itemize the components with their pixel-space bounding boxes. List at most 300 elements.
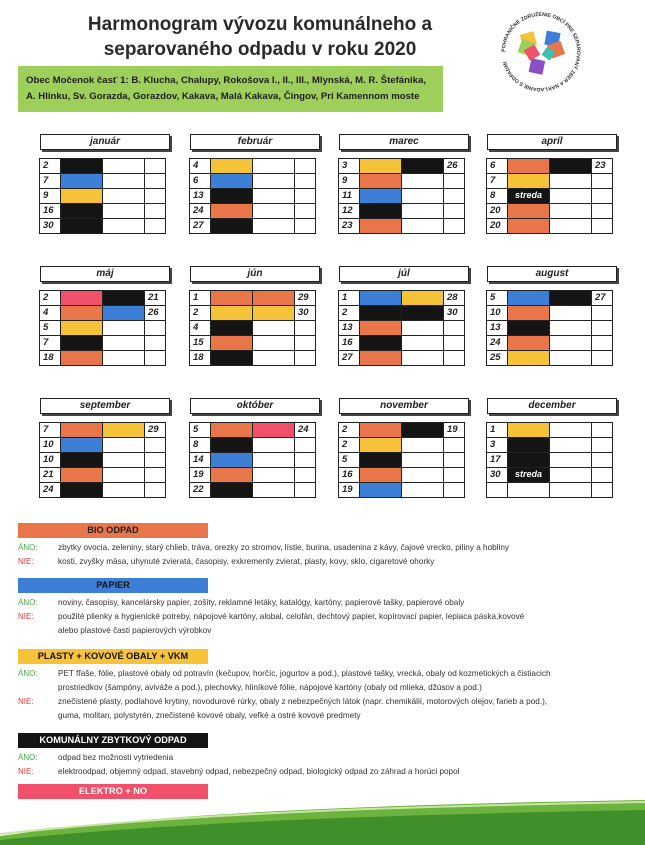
collection-row (40, 219, 170, 234)
waste-type-bio (60, 305, 103, 321)
collection-row (40, 159, 170, 174)
collection-row (190, 453, 320, 468)
waste-type-komunal (210, 350, 253, 366)
legend-bio-ano: zbytky ovocia, zeleniny, starý chlieb, tráva, orezky zo stromov, lístie, burina, usadenina z kávy, čajové vrecko, piliny a hobliny (58, 543, 509, 552)
empty-slot (252, 320, 295, 336)
collection-row (190, 468, 320, 483)
second-collection-day (294, 482, 316, 498)
waste-type-elektro (252, 422, 295, 438)
collection-row (487, 306, 617, 321)
empty-slot (549, 350, 592, 366)
collection-day: 17 (486, 452, 508, 468)
collection-day: 14 (189, 452, 211, 468)
month-name: október (190, 398, 320, 414)
collection-day: 15 (189, 335, 211, 351)
collection-row (487, 336, 617, 351)
collection-row (339, 336, 469, 351)
second-collection-day (144, 437, 166, 453)
waste-type-papier (60, 173, 103, 189)
collection-day: 5 (189, 422, 211, 438)
legend-papier (18, 578, 610, 638)
month-calendar (487, 398, 617, 498)
second-collection-day (144, 188, 166, 204)
waste-type-bio (252, 290, 295, 306)
waste-type-plasty (210, 158, 253, 174)
collection-day: 5 (486, 290, 508, 306)
month-calendar (487, 266, 617, 366)
legend-plasty-title: PLASTY + KOVOVÉ OBALY + VKM (18, 649, 208, 664)
waste-type-komunal (210, 188, 253, 204)
waste-type-plasty (60, 320, 103, 336)
collection-row (190, 438, 320, 453)
empty-slot (401, 350, 444, 366)
empty-slot (401, 218, 444, 234)
collection-day: 30 (39, 218, 61, 234)
collection-row (190, 423, 320, 438)
second-collection-day (144, 452, 166, 468)
waste-type-komunal (507, 437, 550, 453)
collection-row (190, 306, 320, 321)
month-name: september (40, 398, 170, 414)
legend-papier-nie-1: použité plienky a hygienické potreby, nápojové kartóny, alobal, celofán, dechtový papier, kopírovací papier, lepiaca páska,kovové (58, 612, 525, 621)
waste-type-bio (507, 218, 550, 234)
collection-row (190, 189, 320, 204)
empty-slot (549, 173, 592, 189)
month-rows (40, 159, 170, 234)
second-collection-day (144, 158, 166, 174)
legend-papier-ano-tag: ÁNO: (18, 598, 38, 607)
legend-bio-nie-tag: NIE: (18, 557, 34, 566)
second-collection-day (144, 320, 166, 336)
collection-row (487, 438, 617, 453)
collection-row (339, 438, 469, 453)
month-calendar (40, 398, 170, 498)
legend-papier-ano: noviny, časopisy, kancelársky papier, zošity, reklamné letáky, katalógy, kartóny, papierové tašky, papierové obaly (58, 598, 465, 607)
legend-papier-title: PAPIER (18, 578, 208, 593)
legend-komunal (18, 733, 610, 779)
month-rows (487, 423, 617, 498)
collection-row (40, 306, 170, 321)
waste-type-bio (210, 203, 253, 219)
empty-slot (401, 188, 444, 204)
second-collection-day: 19 (443, 422, 465, 438)
waste-type-bio (60, 422, 103, 438)
empty-slot (102, 173, 145, 189)
waste-type-bio (507, 203, 550, 219)
second-collection-day (443, 320, 465, 336)
second-collection-day (591, 467, 613, 483)
second-collection-day (591, 452, 613, 468)
collection-day: 1 (338, 290, 360, 306)
legend-plasty-nie-1: znečistené plasty, podlahové krytiny, novodurové rúrky, obaly z nebezpečných látok (napr. chemikálií, motorových olejov, farieb a pod.), (58, 697, 548, 706)
second-collection-day (144, 173, 166, 189)
waste-type-komunal (359, 335, 402, 351)
second-collection-day (591, 320, 613, 336)
second-collection-day (591, 437, 613, 453)
waste-type-bio (507, 305, 550, 321)
logo-ring-text: POHRANIČNÉ ZDRUŽENIE OBCÍ PRE SEPAROVANÝ ZBER A NAKLADANIE S ODPADMI (500, 11, 582, 93)
second-collection-day (144, 482, 166, 498)
second-collection-day (591, 422, 613, 438)
legend-plasty-nie-2: guma, molitan, polystyrén, znečistené kovové obaly, veľké a ostré kovové predmety (58, 711, 361, 720)
waste-type-bio (60, 467, 103, 483)
collection-day: 13 (486, 320, 508, 336)
legend-bio (18, 523, 610, 569)
second-collection-day (591, 350, 613, 366)
collection-day: 7 (39, 173, 61, 189)
waste-type-komunal (60, 218, 103, 234)
waste-type-bio (359, 320, 402, 336)
empty-slot (401, 203, 444, 219)
second-collection-day (294, 203, 316, 219)
collection-day: 4 (39, 305, 61, 321)
waste-type-komunal (401, 422, 444, 438)
collection-day: 2 (338, 437, 360, 453)
collection-day: 13 (189, 188, 211, 204)
collection-row (40, 204, 170, 219)
collection-row (40, 174, 170, 189)
month-name: január (40, 134, 170, 150)
empty-slot (102, 188, 145, 204)
collection-row (487, 423, 617, 438)
collection-row (487, 453, 617, 468)
collection-day: 18 (189, 350, 211, 366)
waste-type-komunal (60, 482, 103, 498)
waste-type-elektro (60, 290, 103, 306)
second-collection-day (294, 320, 316, 336)
area-banner (18, 66, 443, 112)
collection-day: 10 (39, 437, 61, 453)
second-collection-day: 30 (443, 305, 465, 321)
collection-day: 3 (486, 437, 508, 453)
waste-type-plasty (507, 350, 550, 366)
empty-slot (549, 422, 592, 438)
waste-type-komunal (401, 158, 444, 174)
collection-day: 7 (39, 335, 61, 351)
empty-slot (252, 467, 295, 483)
svg-text:POHRANIČNÉ ZDRUŽENIE OBCÍ PRE (501, 10, 581, 92)
legend-elektro (18, 784, 610, 799)
collection-day: 6 (189, 173, 211, 189)
second-collection-day (443, 173, 465, 189)
collection-row (487, 219, 617, 234)
collection-row (339, 351, 469, 366)
title-line-2: separovaného odpadu v roku 2020 (103, 39, 417, 60)
collection-day: 30 (486, 467, 508, 483)
collection-row (339, 423, 469, 438)
collection-day: 24 (189, 203, 211, 219)
collection-day: 5 (338, 452, 360, 468)
collection-row (339, 483, 469, 498)
collection-day: 5 (39, 320, 61, 336)
collection-row (339, 453, 469, 468)
month-rows (190, 159, 320, 234)
legend-papier-nie-2: alebo plastové časti papierových výrobkov (58, 626, 212, 635)
month-calendar (190, 398, 320, 498)
waste-type-plasty (401, 290, 444, 306)
waste-type-komunal (210, 320, 253, 336)
second-collection-day (294, 173, 316, 189)
collection-day: 22 (189, 482, 211, 498)
month-rows (339, 291, 469, 366)
collection-row (40, 189, 170, 204)
collection-day: 1 (486, 422, 508, 438)
collection-day: 3 (338, 158, 360, 174)
month-rows (487, 291, 617, 366)
second-collection-day (443, 350, 465, 366)
collection-day: 16 (338, 335, 360, 351)
empty-slot (252, 188, 295, 204)
collection-day: 27 (338, 350, 360, 366)
empty-slot (549, 437, 592, 453)
collection-day: 11 (338, 188, 360, 204)
month-calendar (190, 134, 320, 234)
month-rows (40, 291, 170, 366)
collection-day: 4 (189, 158, 211, 174)
collection-row (339, 291, 469, 306)
collection-row (190, 159, 320, 174)
collection-day: 27 (189, 218, 211, 234)
collection-row (190, 174, 320, 189)
waste-type-plasty (60, 188, 103, 204)
collection-row (40, 423, 170, 438)
empty-slot (252, 350, 295, 366)
legend-komunal-title: KOMUNÁLNY ZBYTKOVÝ ODPAD (18, 733, 208, 748)
second-collection-day (144, 335, 166, 351)
collection-row (487, 321, 617, 336)
collection-day: 7 (486, 173, 508, 189)
empty-slot (102, 467, 145, 483)
second-collection-day (443, 482, 465, 498)
collection-row (190, 291, 320, 306)
month-name: máj (40, 266, 170, 282)
waste-type-komunal (210, 218, 253, 234)
waste-type-bio (507, 335, 550, 351)
legend-plasty-ano-2: prostriedkov (šampóny, aviváže a pod.), plechovky, hliníkové fólie, nápojové kartóny (obaly od mlieka, džúsov a pod.) (58, 683, 482, 692)
collection-day: 21 (39, 467, 61, 483)
empty-slot (102, 437, 145, 453)
empty-slot (252, 482, 295, 498)
month-name: marec (339, 134, 469, 150)
empty-slot (102, 320, 145, 336)
second-collection-day: 30 (294, 305, 316, 321)
waste-type-papier (60, 437, 103, 453)
empty-slot (102, 158, 145, 174)
collection-day: 25 (486, 350, 508, 366)
waste-type-komunal (507, 320, 550, 336)
second-collection-day (591, 173, 613, 189)
collection-row (487, 483, 617, 498)
collection-day: 16 (39, 203, 61, 219)
second-collection-day (591, 482, 613, 498)
second-collection-day: 29 (294, 290, 316, 306)
second-collection-day: 21 (144, 290, 166, 306)
waste-type-plasty (507, 173, 550, 189)
second-collection-day (443, 203, 465, 219)
waste-type-komunal (102, 290, 145, 306)
area-banner-line-1: Obec Močenok časť 1: B. Klucha, Chalupy, Rokošova I., II., III., Mlynská, M. R. Štefánika, (26, 75, 426, 86)
empty-slot (549, 218, 592, 234)
collection-row (190, 321, 320, 336)
second-collection-day: 26 (144, 305, 166, 321)
waste-type-komunal: streda (507, 188, 550, 204)
month-rows (190, 291, 320, 366)
empty-slot (507, 482, 550, 498)
waste-type-bio (60, 350, 103, 366)
second-collection-day (294, 467, 316, 483)
collection-day: 24 (486, 335, 508, 351)
waste-type-komunal (60, 158, 103, 174)
waste-type-bio (210, 422, 253, 438)
empty-slot (549, 188, 592, 204)
collection-day: 2 (338, 305, 360, 321)
second-collection-day (443, 467, 465, 483)
empty-slot (549, 482, 592, 498)
collection-day: 9 (338, 173, 360, 189)
waste-type-plasty (210, 305, 253, 321)
month-name: február (190, 134, 320, 150)
collection-day: 8 (486, 188, 508, 204)
second-collection-day (294, 437, 316, 453)
collection-day: 7 (39, 422, 61, 438)
collection-day: 2 (338, 422, 360, 438)
waste-type-plasty (102, 422, 145, 438)
collection-row (190, 483, 320, 498)
collection-row (40, 468, 170, 483)
second-collection-day (591, 203, 613, 219)
second-collection-day (443, 452, 465, 468)
waste-type-komunal (507, 452, 550, 468)
legend-komunal-ano-tag: ÁNO: (18, 753, 38, 762)
collection-day: 18 (39, 350, 61, 366)
collection-row (487, 189, 617, 204)
collection-row (339, 174, 469, 189)
empty-slot (252, 173, 295, 189)
collection-row (40, 321, 170, 336)
second-collection-day: 27 (591, 290, 613, 306)
month-name: november (339, 398, 469, 414)
legend-komunal-ano: odpad bez možnosti vytriedenia (58, 753, 174, 762)
waste-type-papier (102, 305, 145, 321)
page-title (60, 12, 460, 62)
waste-type-bio (210, 290, 253, 306)
month-name: december (487, 398, 617, 414)
second-collection-day (443, 188, 465, 204)
second-collection-day (591, 305, 613, 321)
second-collection-day (294, 335, 316, 351)
collection-row (190, 351, 320, 366)
second-collection-day (144, 350, 166, 366)
footer-swoosh (0, 800, 645, 845)
month-name: apríl (487, 134, 617, 150)
empty-slot (252, 218, 295, 234)
legend-plasty-ano-1: PET fľaše, fólie, plastové obaly od potravín (kečupov, horčíc, jogurtov a pod.), plastové tašky, vrecká, obaly od kozmetických a čistiacich (58, 669, 551, 678)
collection-day: 10 (486, 305, 508, 321)
collection-row (40, 438, 170, 453)
month-calendar (487, 134, 617, 234)
empty-slot (252, 158, 295, 174)
legend-komunal-nie: elektroodpad, objemný odpad, stavebný odpad, nebezpečný odpad, biologický odpad zo záhrad a horúci popol (58, 767, 460, 776)
second-collection-day (294, 188, 316, 204)
empty-slot (549, 320, 592, 336)
second-collection-day: 24 (294, 422, 316, 438)
second-collection-day: 28 (443, 290, 465, 306)
month-calendar (339, 398, 469, 498)
title-line-1: Harmonogram vývozu komunálneho a (87, 14, 433, 35)
collection-row (339, 204, 469, 219)
waste-type-komunal (60, 452, 103, 468)
legend-plasty-ano-tag: ÁNO: (18, 669, 38, 678)
second-collection-day (443, 335, 465, 351)
empty-slot (401, 320, 444, 336)
second-collection-day (591, 335, 613, 351)
waste-type-plasty (359, 158, 402, 174)
collection-row (40, 453, 170, 468)
waste-type-bio (507, 158, 550, 174)
legend-papier-nie-tag: NIE: (18, 612, 34, 621)
collection-row (487, 351, 617, 366)
waste-type-papier (359, 188, 402, 204)
second-collection-day: 26 (443, 158, 465, 174)
waste-type-papier (507, 290, 550, 306)
waste-type-komunal (401, 305, 444, 321)
waste-type-papier (359, 482, 402, 498)
waste-type-komunal (549, 158, 592, 174)
waste-type-komunal (60, 203, 103, 219)
collection-row (40, 336, 170, 351)
empty-slot (102, 218, 145, 234)
collection-row (190, 336, 320, 351)
collection-day: 23 (338, 218, 360, 234)
second-collection-day: 23 (591, 158, 613, 174)
waste-type-bio (359, 422, 402, 438)
waste-type-bio (359, 173, 402, 189)
month-calendar (339, 134, 469, 234)
waste-type-komunal (359, 203, 402, 219)
month-name: jún (190, 266, 320, 282)
empty-slot (102, 203, 145, 219)
empty-slot (102, 482, 145, 498)
association-logo (495, 6, 587, 98)
collection-day: 4 (189, 320, 211, 336)
legend-bio-nie: kosti, zvyšky mäsa, uhynuté zvieratá, časopisy, exkrementy zvierat, plasty, kovy, sklo, cigaretové ohorky (58, 557, 435, 566)
waste-type-bio (359, 218, 402, 234)
second-collection-day (294, 452, 316, 468)
collection-row (339, 306, 469, 321)
empty-slot (252, 335, 295, 351)
waste-type-komunal (60, 335, 103, 351)
waste-type-komunal (359, 305, 402, 321)
empty-slot (102, 335, 145, 351)
empty-slot (401, 173, 444, 189)
second-collection-day: 29 (144, 422, 166, 438)
empty-slot (401, 467, 444, 483)
second-collection-day (144, 467, 166, 483)
waste-type-papier (359, 290, 402, 306)
legend-bio-title: BIO ODPAD (18, 523, 208, 538)
month-rows (190, 423, 320, 498)
collection-day: 20 (486, 218, 508, 234)
month-name: júl (339, 266, 469, 282)
waste-type-plasty (359, 437, 402, 453)
area-banner-line-2: A. Hlinku, Sv. Gorazda, Gorazdov, Kakava, Malá Kakava, Čingov, Pri Kamennom moste (26, 91, 420, 102)
collection-row (487, 174, 617, 189)
collection-day: 19 (189, 467, 211, 483)
waste-type-papier (210, 173, 253, 189)
waste-type-papier (210, 452, 253, 468)
empty-slot (102, 350, 145, 366)
waste-type-komunal: streda (507, 467, 550, 483)
